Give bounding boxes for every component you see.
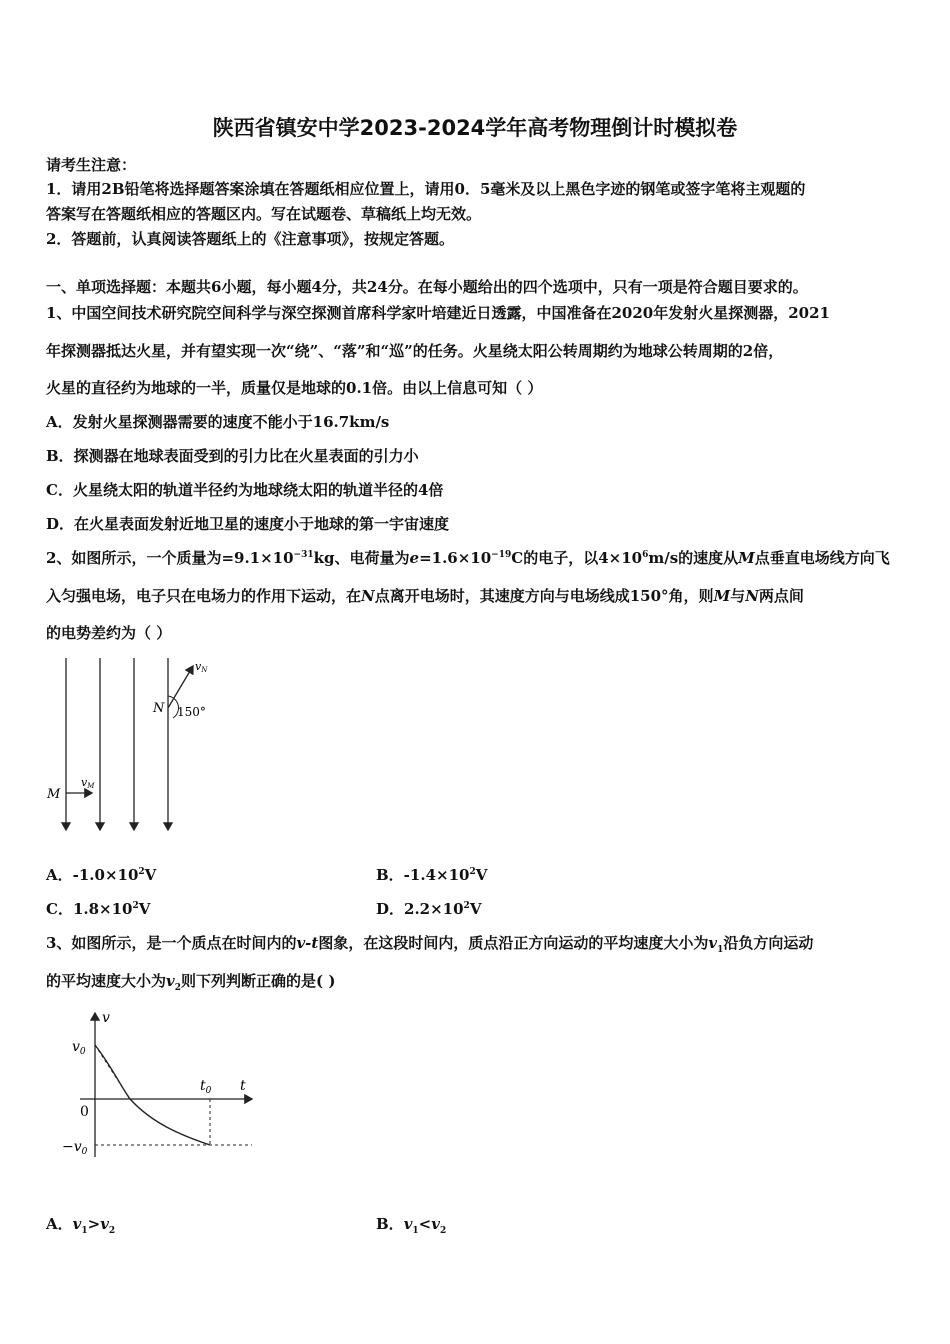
q3-text: 的平均速度大小为 bbox=[46, 972, 167, 990]
notice-heading: 请考生注意： bbox=[46, 156, 137, 174]
var-v: v bbox=[166, 972, 175, 990]
q1-line-2: 年探测器抵达火星，并有望实现一次“绕”、“落”和“巡”的任务。火星绕太阳公转周期约为地球公转周期的2倍， bbox=[46, 342, 784, 360]
exp: 2 bbox=[132, 901, 139, 911]
q3-line-1 bbox=[46, 932, 813, 955]
sub: 2 bbox=[174, 983, 181, 993]
op: > bbox=[87, 1215, 101, 1233]
op: < bbox=[418, 1215, 432, 1233]
label-vm: vM bbox=[81, 776, 95, 790]
opt-text: B．-1.4×10 bbox=[376, 866, 470, 884]
q2-text: m/s的速度从 bbox=[648, 549, 739, 567]
exp: 2 bbox=[138, 867, 145, 877]
q3-text: 则下列判断正确的是( ) bbox=[181, 972, 336, 990]
q2-text: 2、如图所示，一个质量为=9.1×10 bbox=[46, 549, 294, 567]
q2-text: 与 bbox=[730, 587, 746, 605]
section-heading: 一、单项选择题：本题共6小题，每小题4分，共24分。在每小题给出的四个选项中，只有一项是符合题目要求的。 bbox=[46, 278, 808, 296]
q2-text: 点离开电场时，其速度方向与电场线成150°角，则 bbox=[374, 587, 714, 605]
label-v0: $v_0$ bbox=[72, 1039, 86, 1057]
q3-text: 3、如图所示，是一个质点在时间内的 bbox=[46, 934, 297, 952]
label-n: N bbox=[153, 701, 165, 716]
var-v: v bbox=[72, 1215, 82, 1233]
q1-option-d: D．在火星表面发射近地卫星的速度小于地球的第一宇宙速度 bbox=[46, 515, 450, 533]
var-m: M bbox=[713, 587, 731, 605]
q3-text: 沿负方向运动 bbox=[723, 934, 814, 952]
q3-text: 图象，在这段时间内，质点沿正方向运动的平均速度大小为 bbox=[318, 934, 709, 952]
q2-option-c bbox=[46, 898, 150, 919]
label-t0: $t_0$ bbox=[200, 1078, 212, 1096]
exp: 6 bbox=[642, 550, 649, 560]
q2-option-b bbox=[376, 864, 487, 885]
sub: 1 bbox=[81, 1226, 88, 1236]
label-angle: 150° bbox=[177, 705, 206, 719]
opt-text: A．-1.0×10 bbox=[46, 866, 139, 884]
var-v: v bbox=[403, 1215, 413, 1233]
opt-text: B． bbox=[376, 1215, 404, 1233]
unit: V bbox=[144, 866, 157, 884]
q1-option-c: C．火星绕太阳的轨道半径约为地球绕太阳的轨道半径的4倍 bbox=[46, 481, 444, 499]
sub: 2 bbox=[439, 1226, 447, 1236]
var-v: v bbox=[708, 934, 718, 952]
label-t: t bbox=[240, 1078, 246, 1094]
q1-line-1: 1、中国空间技术研究院空间科学与深空探测首席科学家叶培建近日透露，中国准备在2020年发射火星探测器，2021 bbox=[46, 304, 830, 322]
exp: −31 bbox=[293, 550, 314, 560]
label-v: v bbox=[102, 1010, 110, 1026]
q2-text: 入匀强电场，电子只在电场力的作用下运动，在 bbox=[46, 587, 362, 605]
q1-option-a: A．发射火星探测器需要的速度不能小于16.7km/s bbox=[46, 413, 390, 431]
q1-line-3: 火星的直径约为地球的一半，质量仅是地球的0.1倍。由以上信息可知（ ） bbox=[46, 379, 543, 397]
var-e: e bbox=[409, 549, 420, 567]
notice-item-2: 2．答题前，认真阅读答题纸上的《注意事项》，按规定答题。 bbox=[46, 230, 454, 248]
opt-text: A． bbox=[46, 1215, 73, 1233]
label-neg-v0: $-v_0$ bbox=[62, 1139, 88, 1157]
notice-item-1a: 1．请用2B铅笔将选择题答案涂填在答题纸相应位置上，请用0．5毫米及以上黑色字迹的钢笔或签字笔将主观题的 bbox=[46, 180, 806, 198]
exp: 2 bbox=[469, 867, 476, 877]
exp: −19 bbox=[491, 550, 512, 560]
label-origin: 0 bbox=[80, 1104, 89, 1120]
q3-option-a bbox=[46, 1213, 115, 1236]
var-v: v bbox=[431, 1215, 440, 1233]
opt-text: D．2.2×10 bbox=[376, 900, 464, 918]
q2-text: 两点间 bbox=[758, 587, 804, 605]
sub: 2 bbox=[108, 1226, 116, 1236]
q2-option-d bbox=[376, 898, 481, 919]
unit: V bbox=[138, 900, 151, 918]
unit: V bbox=[475, 866, 488, 884]
q2-option-a bbox=[46, 864, 156, 885]
opt-text: C．1.8×10 bbox=[46, 900, 133, 918]
q3-line-2 bbox=[46, 970, 335, 993]
q2-line-3: 的电势差约为（ ） bbox=[46, 624, 172, 642]
var-n: N bbox=[745, 587, 759, 605]
vt-graph-figure bbox=[52, 1005, 272, 1165]
electric-field-figure bbox=[40, 652, 220, 842]
label-m: M bbox=[47, 787, 61, 802]
label-vn: vN bbox=[195, 660, 208, 674]
exp: 2 bbox=[463, 901, 470, 911]
q1-option-b: B．探测器在地球表面受到的引力比在火星表面的引力小 bbox=[46, 447, 419, 465]
q2-text: 点垂直电场线方向飞 bbox=[754, 549, 890, 567]
q2-line-1 bbox=[46, 547, 890, 568]
sub: 1 bbox=[717, 945, 724, 955]
unit: V bbox=[469, 900, 482, 918]
q2-line-2 bbox=[46, 585, 804, 606]
var-m: M bbox=[738, 549, 755, 567]
sub: 1 bbox=[412, 1226, 419, 1236]
q2-text: C的电子，以4×10 bbox=[511, 549, 643, 567]
q2-text: kg、电荷量为 bbox=[313, 549, 410, 567]
vt-curve bbox=[95, 1045, 210, 1145]
var-vt: v-t bbox=[296, 934, 319, 952]
q2-text: =1.6×10 bbox=[419, 549, 492, 567]
notice-item-1b: 答案写在答题纸相应的答题区内。写在试题卷、草稿纸上均无效。 bbox=[46, 205, 482, 223]
var-n: N bbox=[361, 587, 375, 605]
q3-option-b bbox=[376, 1213, 446, 1236]
page-title: 陕西省镇安中学2023-2024学年高考物理倒计时模拟卷 bbox=[212, 116, 738, 140]
var-v: v bbox=[100, 1215, 109, 1233]
velocity-n-arrow bbox=[168, 666, 193, 708]
